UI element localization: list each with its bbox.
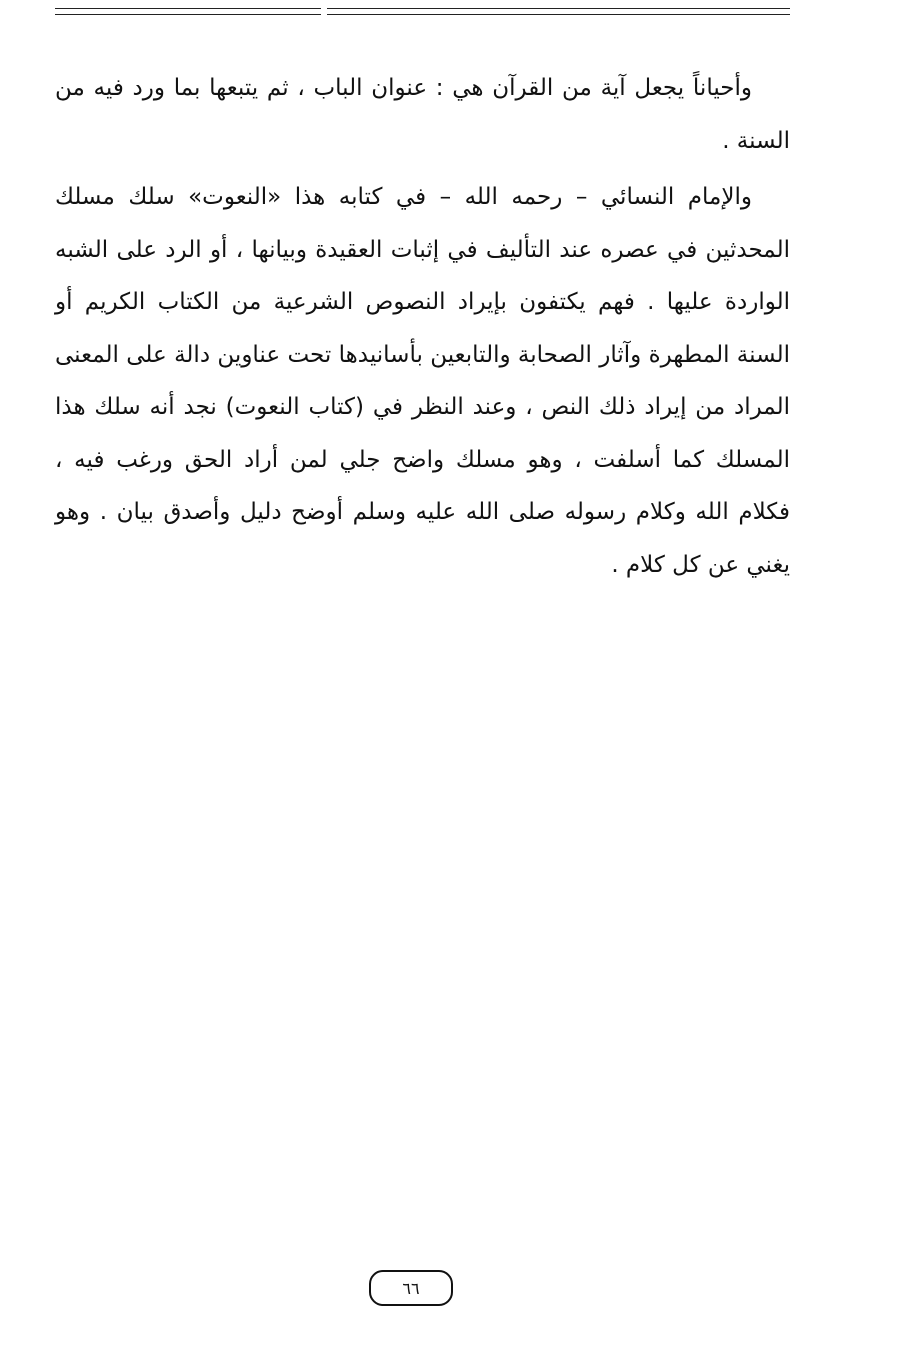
page-number-frame xyxy=(369,1270,453,1306)
header-rule-gap xyxy=(321,6,327,18)
page-body xyxy=(55,62,790,591)
header-rule-bottom-line xyxy=(55,14,790,15)
header-rule-top-line xyxy=(55,8,790,9)
paragraph-2: والإمام النسائي – رحمه الله – في كتابه هذا «النعوت» سلك مسلك المحدثين في عصره عند التأليف في إثبات العقيدة وبيانها ، أو الرد على الشبه الواردة عليها . فهم يكتفون بإيراد النصوص الشرعية من الكتاب الكريم أو السنة المطهرة وآثار الصحابة والتابعين بأسانيدها تحت عناوين دالة على المعنى المراد من إيراد ذلك النص ، وعند النظر في (كتاب النعوت) نجد أنه سلك هذا المسلك كما أسلفت ، وهو مسلك واضح جلي لمن أراد الحق ورغب فيه ، فكلام الله وكلام رسوله صلى الله عليه وسلم أوضح دليل وأصدق بيان . وهو يغني عن كل كلام . xyxy=(55,184,790,578)
header-double-rule xyxy=(55,6,790,18)
page-number: ٦٦ xyxy=(402,1278,420,1298)
paragraph-1: وأحياناً يجعل آية من القرآن هي : عنوان الباب ، ثم يتبعها بما ورد فيه من السنة . xyxy=(55,75,790,154)
